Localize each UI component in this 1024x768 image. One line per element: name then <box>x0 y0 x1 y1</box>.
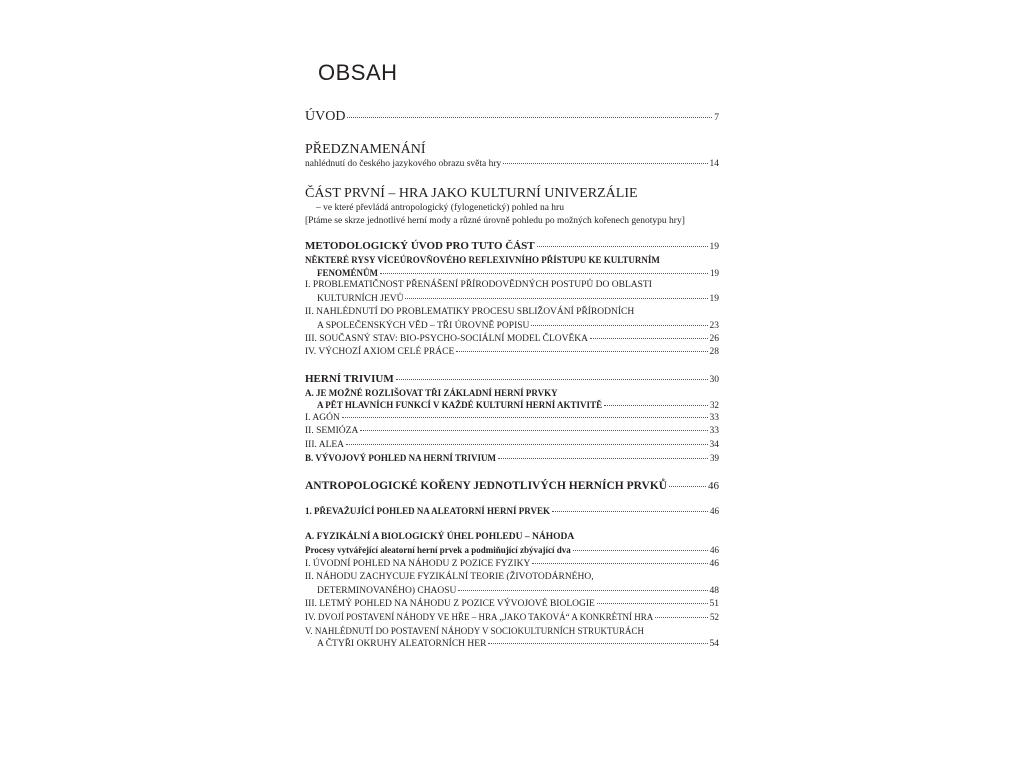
toc-entry-label: III. SOUČASNÝ STAV: BIO-PSYCHO-SOCIÁLNÍ MODEL ČLOVĚKA <box>305 334 589 345</box>
toc-entry-dvoji[interactable] <box>305 611 719 624</box>
dot-leader <box>597 603 708 604</box>
toc-part-one-title[interactable]: ČÁST PRVNÍ – HRA JAKO KULTURNÍ UNIVERZÁLIE <box>305 186 638 202</box>
toc-entry-fyzikalni-uhel[interactable]: A. FYZIKÁLNÍ A BIOLOGICKÝ ÚHEL POHLEDU – NÁHODA <box>305 531 575 542</box>
toc-entry-procesy[interactable] <box>305 544 719 557</box>
toc-entry-label: FENOMÉNŮM <box>317 267 378 278</box>
toc-entry-label: A ČTYŘI OKRUHY ALEATORNÍCH HER <box>317 639 487 650</box>
toc-page-number: 26 <box>709 334 719 345</box>
toc-entry-label: III. LETMÝ POHLED NA NÁHODU Z POZICE VÝVOJOVÉ BIOLOGIE <box>305 598 595 609</box>
dot-leader <box>488 643 707 644</box>
dot-leader <box>498 458 708 459</box>
toc-entry-letmy[interactable] <box>305 598 719 611</box>
toc-entry-antropologicke[interactable] <box>305 479 719 493</box>
toc-entry-label: ANTROPOLOGICKÉ KOŘENY JEDNOTLIVÝCH HERNÍCH PRVKŮ <box>305 480 668 493</box>
table-of-contents <box>305 108 719 652</box>
toc-entry-label: IV. VÝCHOZÍ AXIOM CELÉ PRÁCE <box>305 347 455 358</box>
toc-entry-uvod[interactable] <box>305 108 719 127</box>
toc-entry-vyvojovy[interactable] <box>305 452 719 465</box>
toc-entry-nahlednuti-proces[interactable] <box>305 320 719 333</box>
toc-entry-label: 1. PŘEVAŽUJÍCÍ POHLED NA ALEATORNÍ HERNÍ PRVEK <box>305 506 550 517</box>
dot-leader <box>458 590 707 591</box>
toc-entry-nahlednuti-proces-line1[interactable]: II. NAHLÉDNUTÍ DO PROBLEMATIKY PROCESU SBLIŽOVÁNÍ PŘÍRODNÍCH <box>305 307 635 318</box>
toc-page-number: 46 <box>710 545 719 556</box>
toc-entry-nahodu-zachycuje-line1[interactable]: II. NÁHODU ZACHYCUJE FYZIKÁLNÍ TEORIE (ŽIVOTODÁRNÉHO, <box>305 572 594 583</box>
dot-leader <box>347 117 712 118</box>
toc-entry-soucasny[interactable] <box>305 333 719 346</box>
toc-entry-label: A PĚT HLAVNÍCH FUNKCÍ V KAŽDÉ KULTURNÍ HERNÍ AKTIVITĚ <box>317 400 603 411</box>
dot-leader <box>360 430 707 431</box>
toc-page-number: 23 <box>709 320 719 331</box>
toc-page-number: 51 <box>709 598 719 609</box>
dot-leader <box>573 550 708 551</box>
toc-entry-label: III. ALEA <box>305 439 345 450</box>
toc-page-number: 46 <box>710 506 719 517</box>
toc-entry-nektere[interactable] <box>305 267 719 280</box>
toc-entry-je-mozne-line1[interactable]: A. JE MOŽNÉ ROZLIŠOVAT TŘI ZÁKLADNÍ HERNÍ PRVKY <box>305 387 558 398</box>
toc-entry-problematicnost[interactable] <box>305 293 719 306</box>
toc-entry-nahlednuti-postaveni[interactable] <box>305 638 719 651</box>
toc-entry-label: B. VÝVOJOVÝ POHLED NA HERNÍ TRIVIUM <box>305 453 497 464</box>
dot-leader <box>537 246 708 247</box>
toc-entry-agon[interactable] <box>305 412 719 425</box>
toc-part-one-note: [Ptáme se skrze jednotlivé herní mody a různé úrovně pohledu po možných kořenech genotypu hry] <box>305 215 685 226</box>
toc-page-number: 39 <box>710 453 719 464</box>
dot-leader <box>604 405 708 406</box>
toc-entry-semioza[interactable] <box>305 425 719 438</box>
toc-entry-metodologicky[interactable] <box>305 239 719 254</box>
toc-entry-vychozi[interactable] <box>305 346 719 359</box>
toc-entry-label: KULTURNÍCH JEVŮ <box>317 293 404 304</box>
dot-leader <box>380 273 708 274</box>
toc-page-number: 32 <box>710 400 719 411</box>
toc-entry-label: ÚVOD <box>305 109 346 124</box>
toc-entry-label: nahlédnutí do českého jazykového obrazu světa hry <box>305 159 502 169</box>
toc-entry-label: I. AGÓN <box>305 412 340 423</box>
toc-part-one-subtitle: – ve které převládá antropologický (fylogenetický) pohled na hru <box>316 203 564 214</box>
dot-leader <box>590 338 707 339</box>
dot-leader <box>456 351 707 352</box>
toc-entry-label: IV. DVOJÍ POSTAVENÍ NÁHODY VE HŘE – HRA „JAKO TAKOVÁ“ A KONKRÉTNÍ HRA <box>305 612 654 623</box>
toc-page-number: 7 <box>714 113 719 123</box>
toc-entry-label: A SPOLEČENSKÝCH VĚD – TŘI ÚROVNĚ POPISU <box>317 320 530 331</box>
toc-page-number: 46 <box>708 480 719 493</box>
toc-entry-nektere-line1[interactable]: NĚKTERÉ RYSY VÍCEÚROVŇOVÉHO REFLEXIVNÍHO PŘÍSTUPU KE KULTURNÍM <box>305 255 660 266</box>
toc-entry-uvodni-pohled[interactable] <box>305 558 719 571</box>
toc-page-number: 52 <box>710 612 719 623</box>
toc-entry-label: I. ÚVODNÍ POHLED NA NÁHODU Z POZICE FYZIKY <box>305 558 531 569</box>
toc-entry-label: Procesy vytvářející aleatorní herní prvek a podmiňující zbývající dva <box>305 545 571 556</box>
dot-leader <box>531 325 707 326</box>
toc-page-number: 28 <box>709 347 719 358</box>
toc-page-number: 54 <box>709 639 719 650</box>
toc-page-number: 30 <box>709 374 719 385</box>
toc-entry-herni-trivium[interactable] <box>305 372 719 387</box>
toc-page-number: 19 <box>709 242 719 253</box>
toc-page-number: 46 <box>709 558 719 569</box>
dot-leader <box>346 444 707 445</box>
toc-entry-prevazujici[interactable] <box>305 505 719 518</box>
dot-leader <box>405 298 707 299</box>
toc-page-number: 33 <box>709 412 719 423</box>
toc-page-number: 14 <box>709 159 719 169</box>
toc-page-number: 48 <box>709 585 719 596</box>
toc-entry-nahlednuti-postaveni-line1[interactable]: V. NAHLÉDNUTÍ DO POSTAVENÍ NÁHODY V SOCIOKULTURNÍCH STRUKTURÁCH <box>305 625 644 636</box>
toc-page-number: 34 <box>709 439 719 450</box>
toc-entry-problematicnost-line1[interactable]: I. PROBLEMATIČNOST PŘENÁŠENÍ PŘÍRODOVĚDNÝCH POSTUPŮ DO OBLASTI <box>305 280 652 291</box>
toc-page-number: 19 <box>710 267 719 278</box>
toc-entry-label: HERNÍ TRIVIUM <box>305 372 394 385</box>
dot-leader <box>396 379 708 380</box>
dot-leader <box>552 511 708 512</box>
toc-entry-je-mozne[interactable] <box>305 399 719 412</box>
toc-entry-predznamenani[interactable] <box>305 158 719 171</box>
page-title: OBSAH <box>318 60 398 85</box>
dot-leader <box>532 563 707 564</box>
dot-leader <box>669 486 706 487</box>
toc-entry-alea[interactable] <box>305 439 719 452</box>
toc-entry-label: METODOLOGICKÝ ÚVOD PRO TUTO ČÁST <box>305 240 535 253</box>
dot-leader <box>503 163 707 164</box>
toc-entry-predznamenani-title[interactable]: PŘEDZNAMENÁNÍ <box>305 142 426 157</box>
toc-page-number: 19 <box>709 293 719 304</box>
dot-leader <box>342 417 708 418</box>
toc-entry-label: II. SEMIÓZA <box>305 426 359 437</box>
toc-page-number: 33 <box>709 426 719 437</box>
toc-entry-nahodu-zachycuje[interactable] <box>305 585 719 598</box>
dot-leader <box>655 617 708 618</box>
toc-entry-label: DETERMINOVANÉHO) CHAOSU <box>317 585 457 596</box>
